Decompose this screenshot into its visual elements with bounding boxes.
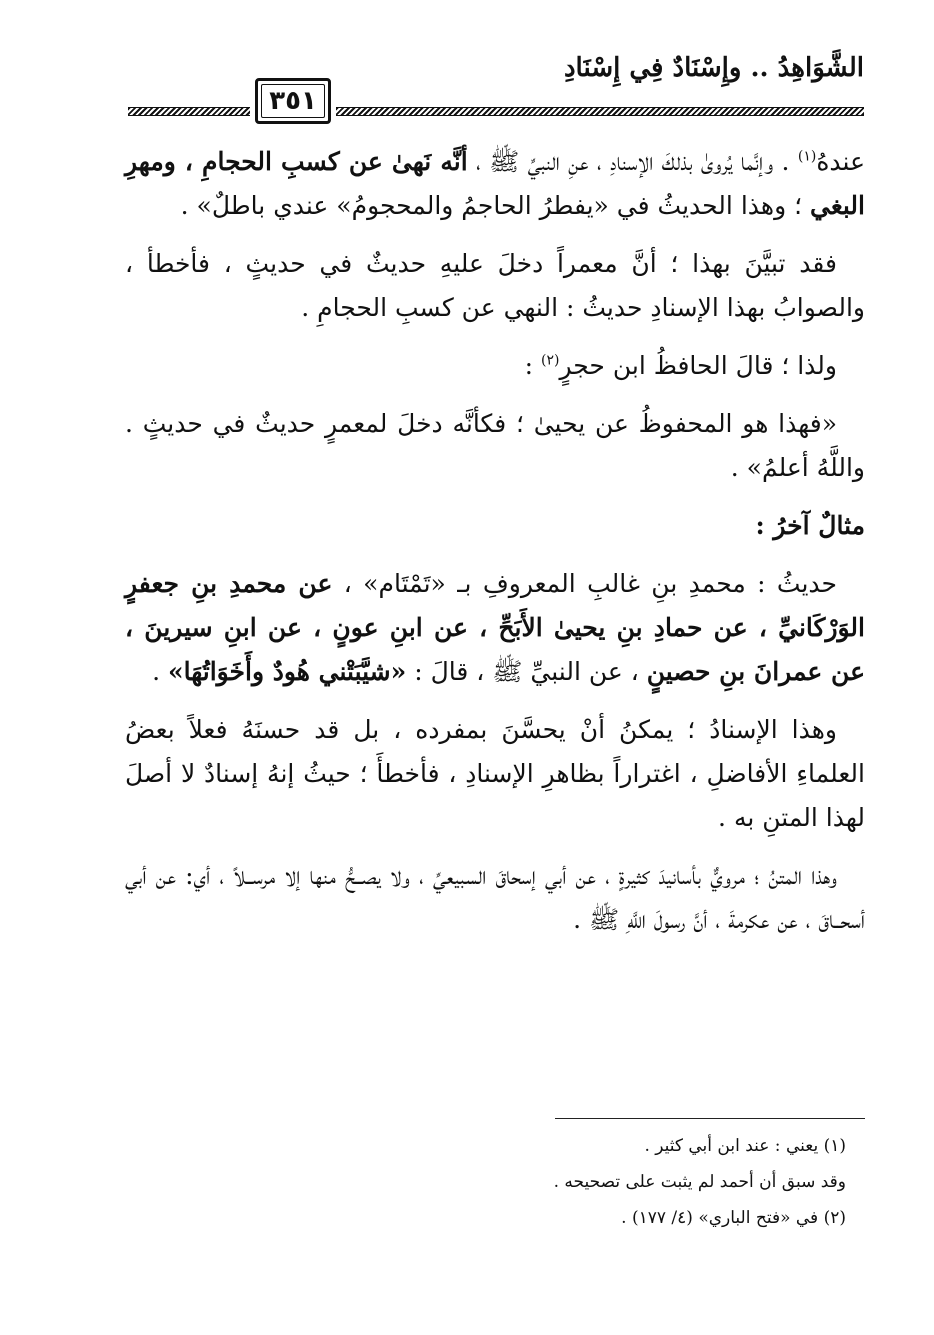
footnote-ref-1: (١) <box>797 148 817 165</box>
footnote-2: (٢) في «فتح الباري» (٤/ ١٧٧) . <box>621 1208 846 1228</box>
paragraph-4-quote: «فهذا هو المحفوظُ عن يحيىٰ ؛ فكأنَّه دخلَ لمعمرٍ حديثٌ في حديثٍ . واللَّهُ أعلمُ» . <box>125 409 865 482</box>
paragraph-1 <box>125 140 865 228</box>
running-header-title: الشَّوَاهِدُ .. وإِسْنَادٌ فِي إِسْنَادِ <box>563 53 864 83</box>
paragraph-1-bold: أنَّه نَهىٰ عن كسبِ الحجامِ ، ومهرِ البغي <box>125 147 865 220</box>
paragraph-5 <box>125 562 865 694</box>
footnote-1-continued: وقد سبق أن أحمد لم يثبت على تصحيحه . <box>553 1172 846 1192</box>
paragraph-5-isnad-bold: عن محمدِ بنِ جعفرٍ الوَرْكَانيِّ ، عن حمادِ بنِ يحيىٰ الأَبَحِّ ، عن ابنِ عونٍ ، عن ابنِ سيرينَ ، عن عمرانَ بنِ حصينٍ <box>125 569 865 686</box>
footnote-separator <box>555 1118 865 1119</box>
footnote-ref-2: (٢) <box>541 352 560 369</box>
paragraph-5-text-a: حديثُ : محمدِ بنِ غالبِ المعروفِ بـ «تَمْتَام» ، <box>332 569 837 598</box>
main-text <box>125 140 865 956</box>
section-heading: مثالٌ آخرُ : <box>755 511 865 540</box>
footnote-1: (١) يعني : عند ابن أبي كثير . <box>644 1136 846 1156</box>
page-number-frame <box>255 78 331 124</box>
paragraph-1-text-b: . وإنَّما يُروىٰ بذلكَ الإسنادِ ، عنِ النبيِّ ﷺ ، <box>467 147 798 176</box>
header-rule-left <box>128 107 250 116</box>
paragraph-2: فقد تبيَّنَ بهذا ؛ أنَّ معمراً دخلَ عليهِ حديثٌ في حديثٍ ، فأخطأ ، والصوابُ بهذا الإسنادِ حديثُ : النهي عن كسبِ الحجامِ . <box>125 249 865 322</box>
paragraph-7: وهذا المتنُ ؛ مرويٌّ بأسانيدَ كثيرةٍ ، عن أبي إسحاقَ السبيعيِّ ، ولا يصــحُّ منها إلا مرســلاً ، أي: عن أبي أسحــاقَ ، عن عكرمةَ ، أنَّ رسولَ اللَّهِ ﷺ . <box>125 861 865 934</box>
paragraph-5-matn-bold: «شيَّبَتْني هُودٌ وأَخَوَاتُهَا» <box>167 657 407 686</box>
header-rule-right <box>336 107 864 116</box>
page-number: ٣٥١ <box>269 86 317 116</box>
paragraph-3-text: ولذا ؛ قالَ الحافظُ ابن حجرٍ <box>559 351 837 380</box>
paragraph-3-colon: : <box>524 351 542 380</box>
paragraph-1-text-a: عندهُ <box>816 147 865 176</box>
footnotes <box>346 1128 846 1236</box>
paragraph-5-text-b: ، عن النبيِّ ﷺ ، قالَ : <box>406 657 647 686</box>
paragraph-3 <box>125 344 865 388</box>
paragraph-5-text-c: . <box>152 657 168 686</box>
paragraph-1-text-c: ؛ وهذا الحديثُ في «يفطرُ الحاجمُ والمحجومُ» عندي باطلٌ» . <box>180 191 810 220</box>
paragraph-6: وهذا الإسنادُ ؛ يمكنُ أنْ يحسَّنَ بمفرده ، بل قد حسنَهُ فعلاً بعضُ العلماءِ الأفاضلِ ، اغتراراً بظاهرِ الإسنادِ ، فأخطأَ ؛ حيثُ إنهُ إسنادٌ لا أصلَ لهذا المتنِ به . <box>125 715 865 832</box>
